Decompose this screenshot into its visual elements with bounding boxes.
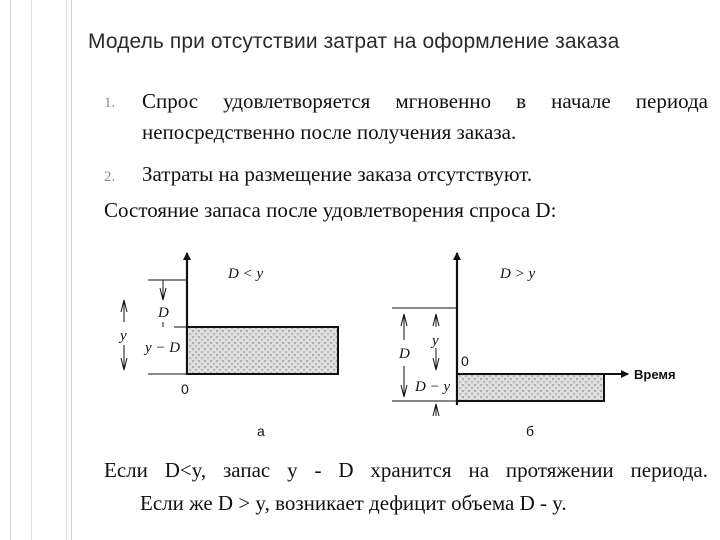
- diagram-a-condition: D < y: [228, 266, 264, 282]
- conclusion-line-1: Если D<y, запас y - D хранится на протяжении периода.: [104, 458, 708, 482]
- diagram-b-label-y: y: [432, 333, 439, 349]
- diagram-a-label-y: y: [120, 328, 127, 344]
- slide-title: Модель при отсутствии затрат на оформление заказа: [88, 30, 620, 53]
- diagram-b-label-D: D: [399, 346, 410, 362]
- diagram-a-remaining-stock: [187, 327, 338, 374]
- diagram-a-label-D: D: [158, 305, 169, 321]
- list-number-2: 2.: [104, 169, 116, 185]
- list-item-1-line1: Спрос удовлетворяется мгновенно в начале периода: [142, 89, 708, 113]
- diagram-b-time-label: Время: [634, 367, 676, 382]
- state-paragraph: Состояние запаса после удовлетворения спроса D:: [104, 198, 557, 222]
- diagram-b-condition: D > y: [500, 266, 536, 282]
- conclusion-line-2: Если же D > y, возникает дефицит объема D - y.: [140, 491, 567, 515]
- list-item-1-line2: непосредственно после получения заказа.: [142, 120, 517, 144]
- diagram-b-caption: б: [526, 423, 535, 439]
- diagram-b-shortage: [457, 374, 604, 401]
- diagram-b-label-D-minus-y: D − y: [415, 379, 451, 395]
- diagram-b-origin: 0: [461, 353, 469, 369]
- diagram-a-label-y-minus-D: y − D: [145, 340, 181, 356]
- list-item-2: Затраты на размещение заказа отсутствуют.: [142, 162, 533, 186]
- list-number-1: 1.: [104, 95, 116, 111]
- diagram-a-caption: а: [257, 423, 265, 439]
- diagram-a-origin: 0: [181, 381, 189, 397]
- conclusion-paragraph: [104, 454, 708, 520]
